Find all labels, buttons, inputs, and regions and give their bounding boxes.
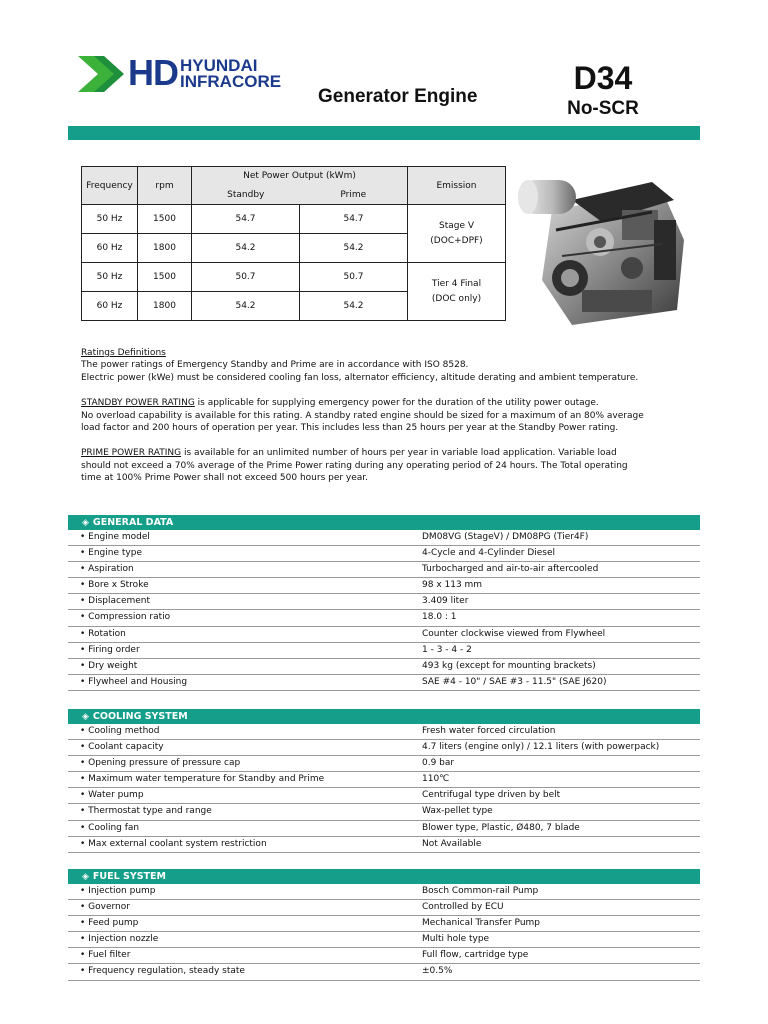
spec-row [68,530,700,546]
spec-value: 98 x 113 mm [422,580,483,591]
emission-line: (DOC+DPF) [430,235,483,246]
spec-label: • Cooling method [80,726,160,736]
spec-row [68,724,700,740]
cell-rpm: 1500 [138,263,192,292]
spec-value: 18.0 : 1 [422,612,457,623]
spec-label: • Compression ratio [80,612,171,623]
spec-row [68,594,700,610]
cell-frequency: 60 Hz [82,292,138,321]
spec-value: Wax-pellet type [422,806,493,817]
standby-text: No overload capability is available for this rating. A standby rated engine should be sized for a maximum of an 80% average [81,410,644,421]
spec-row [68,916,700,932]
cell-emission-tier4 [408,263,506,321]
spec-row [68,932,700,948]
header-divider-bar [68,126,700,140]
cell-prime: 54.2 [300,292,408,321]
spec-value: Blower type, Plastic, Ø480, 7 blade [422,822,580,833]
emission-line: Stage V [438,220,475,231]
spec-label: • Feed pump [80,918,139,929]
header-net-power: Net Power Output (kWm) [192,167,408,186]
spec-label: • Engine type [80,548,142,559]
header-prime: Prime [300,186,408,205]
standby-term: STANDBY POWER RATING [81,398,195,409]
logo-hd: HD [128,52,178,93]
ratings-heading: Ratings Definitions [81,348,166,358]
spec-label: • Coolant capacity [80,742,164,753]
cell-standby: 54.7 [192,205,300,234]
spec-label: • Frequency regulation, steady state [80,966,245,977]
table-row [82,205,506,234]
spec-list [68,530,700,691]
cell-rpm: 1500 [138,205,192,234]
model-variant: No-SCR [567,98,639,119]
cooling-system-section [68,709,700,853]
spec-value: 4.7 liters (engine only) / 12.1 liters (with powerpack) [422,742,660,753]
spec-row [68,643,700,659]
spec-row [68,788,700,804]
header-standby: Standby [192,186,300,205]
prime-term: PRIME POWER RATING [81,448,182,459]
emission-line: Tier 4 Final [431,278,482,289]
diamond-icon: ◈ [82,518,89,528]
standby-text: is applicable for supplying emergency power for the duration of the utility power outage. [194,398,599,409]
header-emission: Emission [408,167,506,205]
fuel-system-section [68,869,700,981]
spec-row [68,610,700,626]
spec-row [68,740,700,756]
spec-value: Full flow, cartridge type [422,950,529,961]
diamond-icon: ◈ [82,872,89,882]
spec-value: Mechanical Transfer Pump [422,918,541,929]
standby-text: load factor and 200 hours of operation per year. This includes less than 25 hours per year at the Standby Power rating. [81,423,619,434]
table-row [82,263,506,292]
section-title: FUEL SYSTEM [92,871,166,882]
spec-value: Multi hole type [422,934,490,945]
cell-prime: 50.7 [300,263,408,292]
spec-label: • Aspiration [80,564,134,575]
logo-chevron-icon [78,56,124,92]
spec-row [68,627,700,643]
spec-label: • Water pump [80,790,144,801]
spec-label: • Governor [80,902,130,913]
spec-row [68,756,700,772]
header-rpm: rpm [138,167,192,205]
ratings-intro-line: The power ratings of Emergency Standby and Prime are in accordance with ISO 8528. [81,360,469,371]
spec-value: DM08VG (StageV) / DM08PG (Tier4F) [422,532,589,542]
prime-text: is available for an unlimited number of hours per year in variable load application. Variable load [181,448,617,459]
prime-text: time at 100% Prime Power shall not exceed 500 hours per year. [81,473,369,484]
spec-value: Centrifugal type driven by belt [422,790,561,801]
spec-label: • Thermostat type and range [80,806,212,817]
spec-label: • Opening pressure of pressure cap [80,758,241,769]
spec-label: • Injection nozzle [80,934,159,945]
section-header [68,515,700,530]
cell-standby: 54.2 [192,292,300,321]
spec-value: Bosch Common-rail Pump [422,886,539,896]
spec-list [68,724,700,853]
spec-value: Counter clockwise viewed from Flywheel [422,628,606,639]
cell-prime: 54.2 [300,234,408,263]
cell-prime: 54.7 [300,205,408,234]
section-header [68,869,700,884]
spec-label: • Maximum water temperature for Standby and Prime [80,774,325,785]
cell-frequency: 50 Hz [82,263,138,292]
cell-standby: 50.7 [192,263,300,292]
spec-value: 1 - 3 - 4 - 2 [422,644,472,655]
spec-row [68,821,700,837]
section-title: GENERAL DATA [92,517,174,528]
spec-label: • Injection pump [80,886,156,896]
cell-standby: 54.2 [192,234,300,263]
cell-frequency: 60 Hz [82,234,138,263]
cell-emission-stage-v [408,205,506,263]
document-title: Generator Engine [318,86,478,107]
model-name: D34 [573,60,633,96]
spec-row [68,675,700,691]
spec-row [68,964,700,980]
prime-text: should not exceed a 70% average of the Prime Power rating during any operating period of 24 hours. The Total operating [81,460,628,471]
spec-list [68,884,700,981]
spec-value: 0.9 bar [422,758,455,769]
spec-label: • Dry weight [80,660,138,671]
spec-row [68,804,700,820]
spec-value: Turbocharged and air-to-air aftercooled [422,564,599,575]
spec-row [68,562,700,578]
spec-value: 110℃ [422,774,450,785]
engine-photo [512,160,692,330]
spec-value: Not Available [422,838,482,849]
spec-row [68,578,700,594]
spec-value: 3.409 liter [422,596,469,607]
spec-value: 4-Cycle and 4-Cylinder Diesel [422,548,556,559]
spec-label: • Flywheel and Housing [80,676,188,687]
section-header [68,709,700,724]
spec-value: ±0.5% [422,966,453,977]
ratings-definitions [81,347,701,498]
spec-row [68,948,700,964]
spec-label: • Max external coolant system restriction [80,838,267,849]
spec-label: • Cooling fan [80,822,140,833]
spec-label: • Bore x Stroke [80,580,149,591]
section-title: COOLING SYSTEM [92,711,188,722]
header-frequency: Frequency [82,167,138,205]
spec-row [68,900,700,916]
spec-label: • Displacement [80,596,151,607]
spec-row [68,546,700,562]
diamond-icon: ◈ [82,712,89,722]
spec-label: • Engine model [80,532,150,542]
spec-row [68,772,700,788]
ratings-intro-line: Electric power (kWe) must be considered cooling fan loss, alternator efficiency, altitude derating and ambient temperature. [81,372,639,383]
general-data-section [68,515,700,691]
spec-row [68,837,700,853]
logo-infracore: INFRACORE [180,72,282,91]
spec-label: • Firing order [80,644,140,655]
cell-frequency: 50 Hz [82,205,138,234]
spec-label: • Fuel filter [80,950,131,961]
cell-rpm: 1800 [138,234,192,263]
cell-rpm: 1800 [138,292,192,321]
logo-hyundai: HYUNDAI [180,56,258,75]
spec-row [68,659,700,675]
spec-value: SAE #4 - 10" / SAE #3 - 11.5" (SAE J620) [422,676,607,687]
spec-value: Controlled by ECU [422,902,504,913]
spec-value: 493 kg (except for mounting brackets) [422,660,596,671]
power-output-table [81,166,506,321]
emission-line: (DOC only) [431,293,482,304]
spec-label: • Rotation [80,628,126,639]
spec-value: Fresh water forced circulation [422,726,556,736]
spec-row [68,884,700,900]
